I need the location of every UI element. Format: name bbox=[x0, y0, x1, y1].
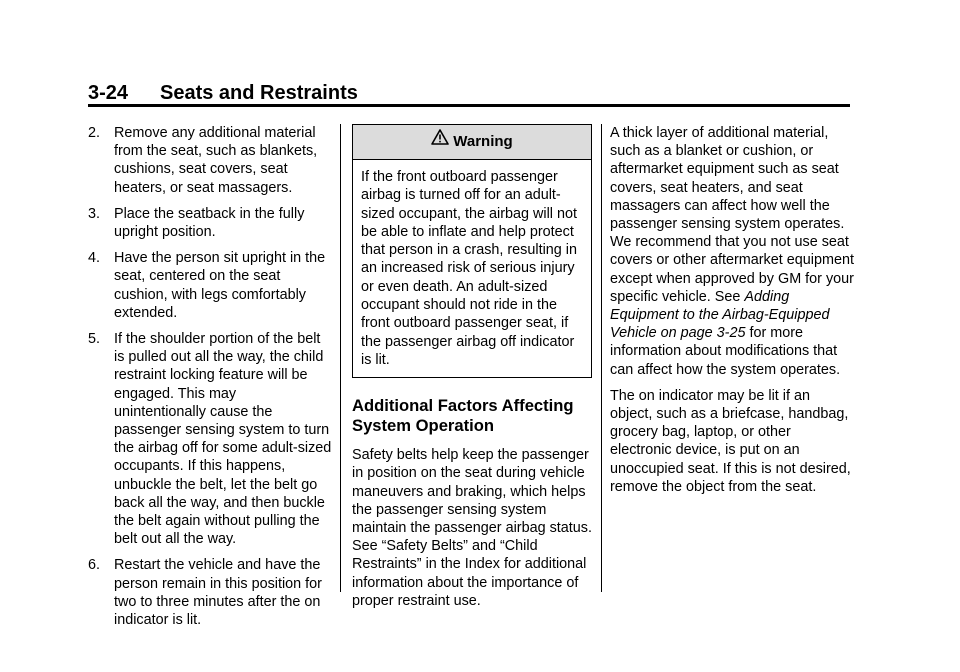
column-right bbox=[610, 124, 854, 504]
step-number: 4. bbox=[88, 250, 101, 267]
body-paragraph: Safety belts help keep the passenger in position on the seat during vehicle maneuvers and braking, which helps the passenger sensing system maintain the passenger airbag status. See “Safety Belts” and “Child Restraints” in the Index for additional information about the importance of proper restraint use. bbox=[352, 447, 592, 609]
step-item bbox=[88, 124, 332, 197]
warning-text: If the front outboard passenger airbag is turned off for an adult-sized occupant, the airbag will not be able to inflate and help protect that person in a crash, resulting in an increased risk of serious injury or even death. An adult-sized occupant should not ride in the front outboard passenger seat, if the passenger airbag off indicator is lit. bbox=[361, 169, 577, 368]
column-divider bbox=[601, 124, 602, 592]
column-left bbox=[88, 124, 332, 637]
column-divider bbox=[340, 124, 341, 592]
paragraph-text: A thick layer of additional material, such as a blanket or cushion, or aftermarket equipment such as seat covers, seat heaters, and seat massagers can affect how well the passenger sensing system operates. We recommend that you not use seat covers or other aftermarket equipment except when approved by GM for your specific vehicle. See bbox=[610, 125, 854, 305]
body-paragraph bbox=[610, 124, 854, 379]
page-number: 3-24 bbox=[88, 82, 129, 104]
section-heading: Additional Factors Affecting System Operation bbox=[352, 396, 574, 436]
step-number: 5. bbox=[88, 331, 101, 348]
warning-title: Warning bbox=[453, 133, 513, 150]
step-item bbox=[88, 330, 332, 548]
header-rule bbox=[88, 104, 850, 107]
column-middle bbox=[352, 124, 592, 618]
section-title: Seats and Restraints bbox=[160, 82, 358, 104]
step-text: Have the person sit upright in the seat, centered on the seat cushion, with legs comfortably extended. bbox=[114, 250, 326, 321]
step-text: Restart the vehicle and have the person remain in this position for two to three minutes after the on indicator is lit. bbox=[114, 557, 322, 629]
step-text: Remove any additional material from the seat, such as blankets, cushions, seat covers, seat heaters, or seat massagers. bbox=[114, 125, 318, 196]
step-list bbox=[88, 124, 332, 629]
step-text: If the shoulder portion of the belt is pulled out all the way, the child restraint locking feature will be engaged. This may unintentionally cause the passenger sensing system to turn the airbag off for some adult-sized occupants. If this happens, unbuckle the belt, let the belt go back all the way, and then buckle the belt again without pulling the belt out all the way. bbox=[114, 331, 332, 548]
step-number: 6. bbox=[88, 557, 101, 574]
step-item bbox=[88, 205, 332, 241]
paragraph-text: for more information about modifications that can affect how the system operates. bbox=[610, 325, 841, 378]
warning-box bbox=[352, 124, 592, 378]
cross-reference-link[interactable]: Adding Equipment to the Airbag-Equipped Vehicle on page 3-25 bbox=[610, 288, 830, 342]
step-text: Place the seatback in the fully upright position. bbox=[114, 205, 305, 241]
step-number: 3. bbox=[88, 205, 101, 222]
body-paragraph: The on indicator may be lit if an object, such as a briefcase, handbag, grocery bag, laptop, or other electronic device, is put on an unoccupied seat. If this is not desired, remove the object from the seat. bbox=[610, 387, 851, 495]
warning-header bbox=[353, 125, 591, 160]
step-item bbox=[88, 556, 332, 629]
step-number: 2. bbox=[88, 125, 101, 141]
step-item bbox=[88, 249, 332, 322]
page-header bbox=[88, 80, 850, 106]
warning-triangle-icon bbox=[431, 124, 449, 158]
